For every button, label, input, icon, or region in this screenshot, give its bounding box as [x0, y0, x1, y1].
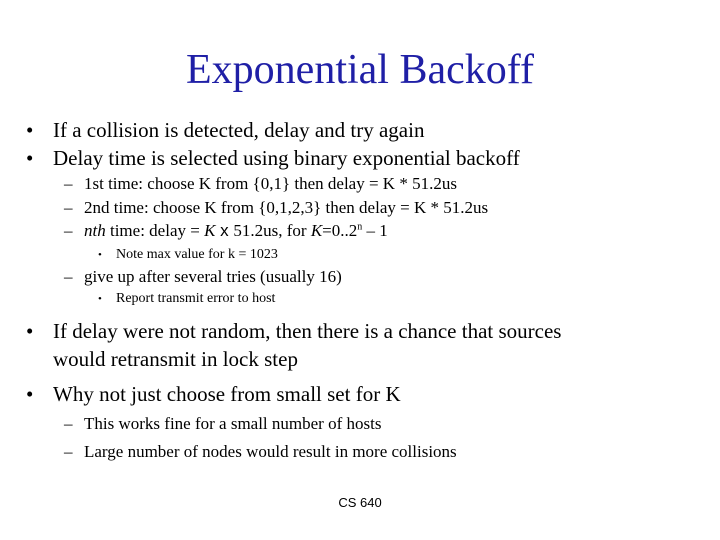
note-text: Report transmit error to host: [116, 291, 276, 306]
dash-icon: –: [64, 198, 73, 217]
exponent: n: [357, 221, 363, 233]
bullet-text: If delay were not random, then there is a chance that sources: [53, 319, 562, 343]
sub-bullet-text: [84, 220, 388, 242]
sub-bullet-text: This works fine for a small number of hosts: [84, 414, 382, 433]
k-variable: K: [310, 221, 323, 240]
k-variable: K: [204, 221, 216, 240]
sub-bullet-text: Large number of nodes would result in more collisions: [84, 442, 457, 461]
sub-bullet-text: give up after several tries (usually 16): [84, 267, 342, 286]
dash-icon: –: [64, 174, 73, 193]
dash-icon: –: [64, 221, 73, 240]
text-segment: time: delay =: [105, 221, 205, 240]
bullet-icon: •: [26, 118, 34, 142]
bullet-text: Why not just choose from small set for K: [53, 382, 401, 406]
slide-title: Exponential Backoff: [186, 47, 534, 93]
bullet-icon: •: [26, 382, 34, 406]
bullet-icon: •: [98, 293, 102, 305]
dash-icon: –: [64, 442, 73, 461]
bullet-icon: •: [98, 249, 102, 261]
text-segment: – 1: [362, 221, 388, 240]
times-symbol: x: [215, 221, 234, 240]
bullet-icon: •: [26, 319, 34, 343]
bullet-text: would retransmit in lock step: [53, 347, 298, 371]
bullet-text: If a collision is detected, delay and try again: [53, 118, 425, 142]
dash-icon: –: [64, 414, 73, 433]
nth-label: nth: [84, 221, 106, 240]
range-text: =0..2: [322, 221, 358, 240]
slide-footer: CS 640: [338, 495, 382, 510]
bullet-text: Delay time is selected using binary exponential backoff: [53, 146, 520, 170]
bullet-icon: •: [26, 146, 34, 170]
dash-icon: –: [64, 267, 73, 286]
text-segment: 51.2us, for: [233, 221, 311, 240]
note-text: Note max value for k = 1023: [116, 247, 278, 262]
sub-bullet-text: 1st time: choose K from {0,1} then delay = K * 51.2us: [84, 174, 457, 193]
sub-bullet-text: 2nd time: choose K from {0,1,2,3} then delay = K * 51.2us: [84, 198, 489, 217]
